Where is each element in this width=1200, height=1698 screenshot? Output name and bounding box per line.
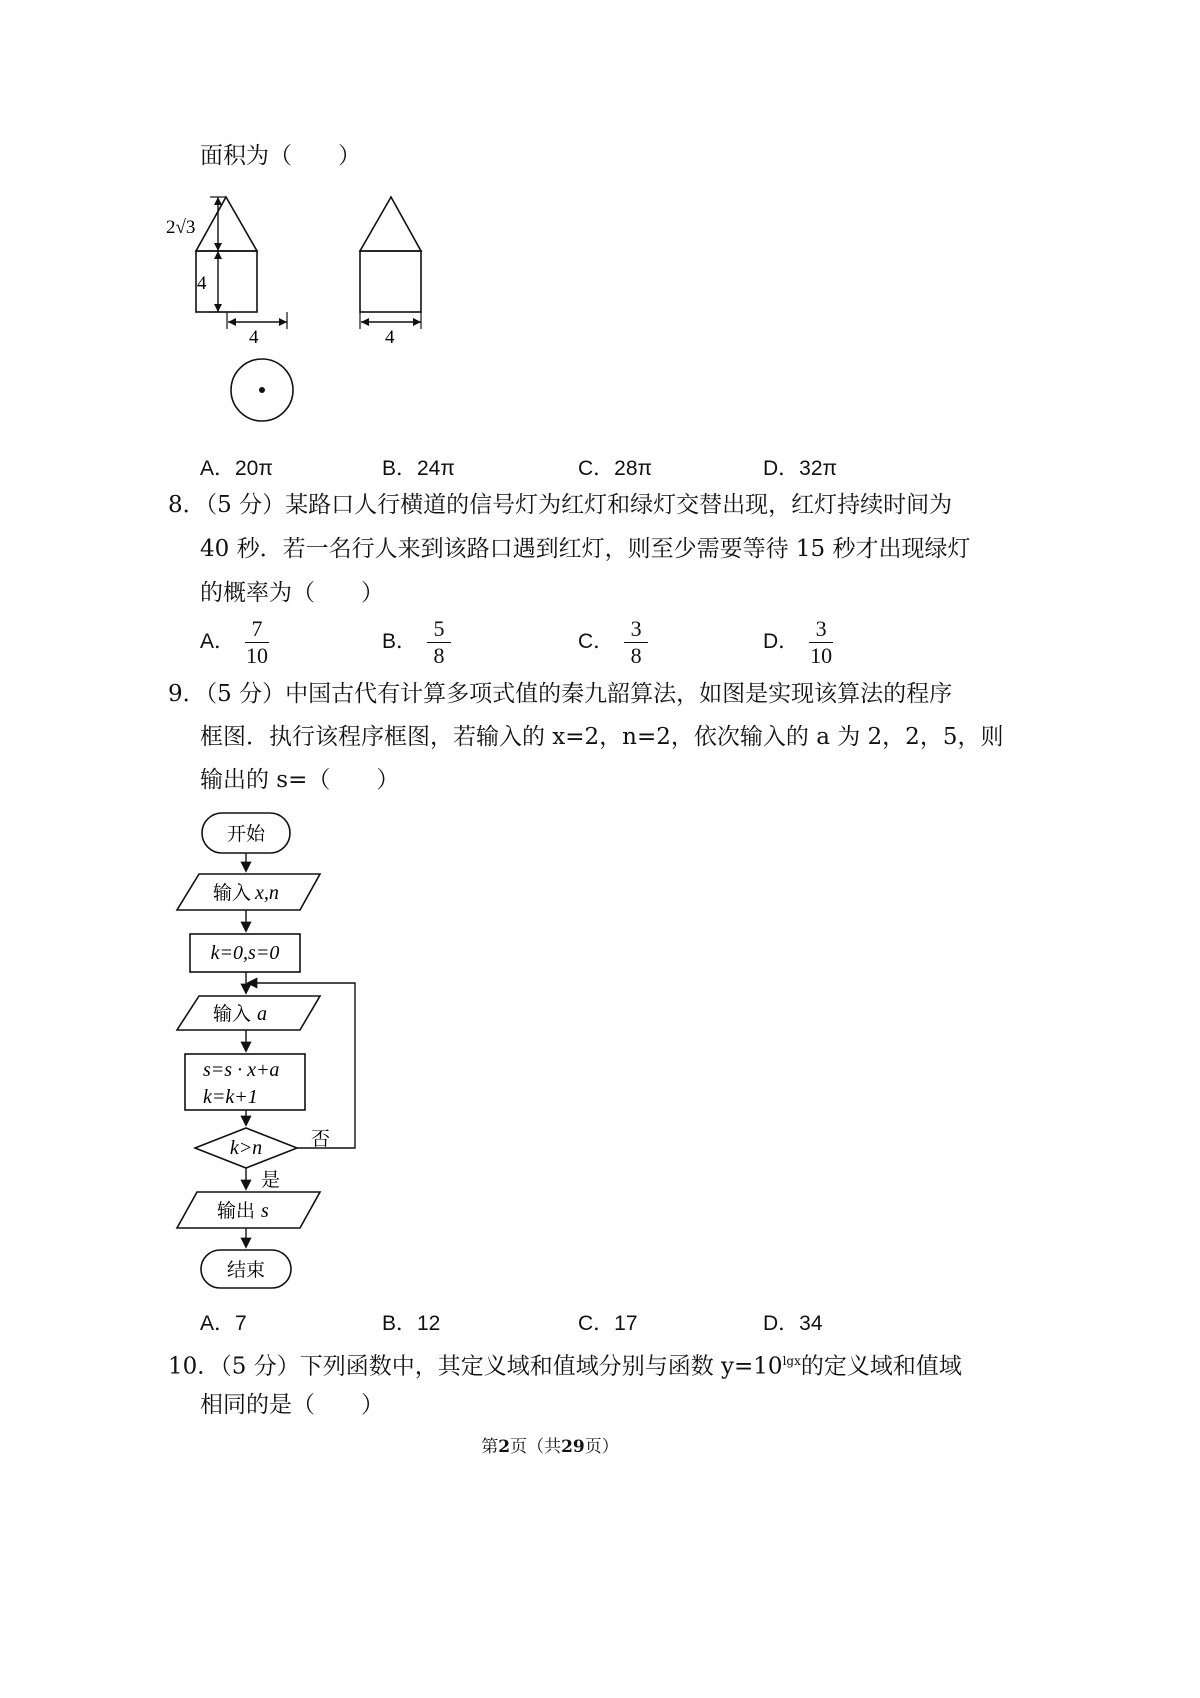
q10-stem-line1: 10．（5 分）下列函数中，其定义域和值域分别与函数 $y=10^{lgx}$的定义域和值域 [168, 1353, 962, 1380]
svg-text:开始: 开始 [226, 823, 266, 845]
q7-option-b: B．24π [382, 457, 455, 480]
q9-stem-line3: 输出的 s=（ ） [200, 767, 400, 793]
q9-flowchart [165, 808, 395, 1298]
q8-stem-line1: 8．（5 分）某路口人行横道的信号灯为红灯和绿灯交替出现，红灯持续时间为 [168, 492, 953, 518]
svg-text:结束: 结束 [226, 1259, 266, 1281]
q7-three-view-figure [160, 185, 460, 435]
page-footer: 第2页（共29页） [481, 1437, 619, 1457]
q9-option-c: C．17 [578, 1312, 638, 1335]
svg-text:k>n: k>n [229, 1137, 263, 1159]
q8-stem-line3: 的概率为（ ） [200, 580, 384, 606]
fraction: $\frac{7}{10}$ [246, 616, 269, 668]
flow-no-label: 否 [311, 1128, 331, 1150]
svg-text:s=s · x+a: s=s · x+a [203, 1059, 280, 1081]
q9-option-d: D．34 [763, 1312, 823, 1335]
q8-option-b: B． $\frac{5}{8}$ [382, 618, 451, 667]
svg-text:k=k+1: k=k+1 [203, 1086, 258, 1108]
q7-option-c: C．28π [578, 457, 653, 480]
q8-option-c: C． $\frac{3}{8}$ [578, 618, 648, 667]
q8-option-d: D． $\frac{3}{10}$ [763, 616, 833, 668]
q8-option-a: A． $\frac{7}{10}$ [200, 616, 269, 668]
flow-input-a-text: 输入 a [213, 1003, 268, 1025]
q7-stem-tail: 面积为（ ） [200, 143, 361, 169]
dim-side-width: 4 [385, 327, 395, 348]
top-view-center-dot [259, 387, 265, 393]
side-square [360, 251, 421, 312]
dim-front-width: 4 [249, 327, 259, 348]
fraction: $\frac{5}{8}$ [427, 618, 451, 667]
q9-stem-line2: 框图．执行该程序框图，若输入的 x=2，n=2，依次输入的 a 为 2，2，5，则 [200, 724, 1004, 750]
q7-option-d: D．32π [763, 457, 838, 480]
fraction: $\frac{3}{10}$ [810, 616, 833, 668]
dim-square-height: 4 [197, 273, 207, 294]
dim-triangle-height: 2√3 [166, 217, 196, 238]
front-triangle [196, 197, 257, 251]
q7-option-a: A．20π [200, 457, 273, 480]
fraction: $\frac{3}{8}$ [624, 618, 648, 667]
q9-stem-line1: 9．（5 分）中国古代有计算多项式值的秦九韶算法，如图是实现该算法的程序 [168, 681, 953, 707]
q8-stem-line2: 40 秒．若一名行人来到该路口遇到红灯，则至少需要等待 15 秒才出现绿灯 [200, 536, 971, 562]
flow-input-xn-text: 输入 x,n [213, 882, 279, 904]
svg-text:k=0,s=0: k=0,s=0 [210, 942, 280, 964]
flow-output-text: 输出 s [217, 1200, 269, 1222]
q10-stem-line2: 相同的是（ ） [200, 1392, 384, 1418]
side-triangle [360, 197, 421, 251]
q9-option-b: B．12 [382, 1312, 441, 1335]
q9-option-a: A．7 [200, 1312, 247, 1335]
flow-yes-label: 是 [261, 1169, 281, 1191]
